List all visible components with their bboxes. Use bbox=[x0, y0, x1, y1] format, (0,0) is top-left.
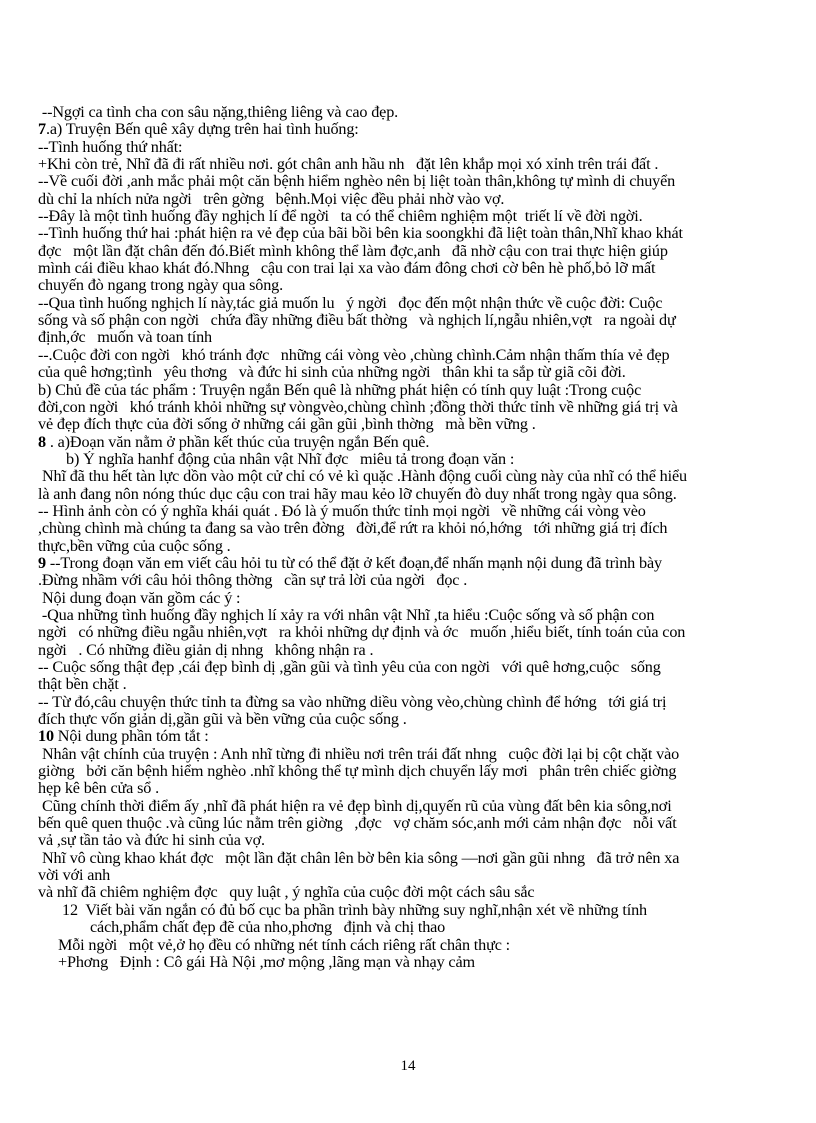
line-text: của quê hơng;tình yêu thơng và đức hi sinh của những ngời thân khi ta sắp từ giã cõi đời. bbox=[38, 364, 626, 382]
text-line bbox=[38, 937, 810, 954]
line-text: cách,phẩm chất đẹp đẽ của nho,phơng định và chị thao bbox=[90, 919, 446, 937]
text-line bbox=[38, 277, 810, 294]
line-text: -- Hình ảnh còn có ý nghĩa khái quát . Đó là ý muốn thức tỉnh mọi ngời về những cái vòng vèo bbox=[38, 502, 646, 520]
line-text: -- Từ đó,câu chuyện thức tỉnh ta đừng sa vào những diều vòng vèo,chùng chình để hớng tới giá trị bbox=[38, 693, 667, 711]
text-line bbox=[38, 434, 810, 451]
text-line bbox=[38, 607, 810, 624]
line-text: giờng bởi căn bệnh hiểm nghèo .nhĩ không thể tự mình dịch chuyển lấy mơi phân trên chiếc giờng bbox=[38, 763, 677, 781]
text-line bbox=[38, 156, 810, 173]
text-line bbox=[38, 347, 810, 364]
text-line bbox=[38, 382, 810, 399]
text-line bbox=[38, 208, 810, 225]
text-line bbox=[38, 555, 810, 572]
line-text: b) Chủ đề của tác phẩm : Truyện ngắn Bến quê là những phát hiện có tính quy luật :Trong cuộc bbox=[38, 381, 642, 399]
line-text: thật bền chặt . bbox=[38, 676, 127, 694]
text-line bbox=[38, 919, 810, 936]
line-text: mình cái điều khao khát đó.Nhng cậu con trai lại xa vào đám đông chơi cờ bên hè phố,bỏ lỡ mất bbox=[38, 260, 656, 278]
page-number: 14 bbox=[400, 1058, 416, 1074]
line-text: +Phơng Định : Cô gái Hà Nội ,mơ mộng ,lãng mạn và nhạy cảm bbox=[58, 953, 475, 971]
line-text: --Đây là một tình huống đầy nghịch lí để ngời ta có thể chiêm nghiệm một triết lí về đời ngời. bbox=[38, 208, 643, 226]
text-line bbox=[38, 416, 810, 433]
text-line bbox=[38, 104, 810, 121]
text-line bbox=[38, 329, 810, 346]
document-body bbox=[38, 104, 810, 971]
line-text: là anh đang nôn nóng thúc dục cậu con trai hãy mau kẻo lỡ chuyến đò duy nhất trong ngày qua sông. bbox=[38, 485, 677, 503]
line-text: ,chùng chình mà chúng ta đang sa vào trên đờng đời,để rứt ra khỏi nó,hớng tới những giá trị đích bbox=[38, 520, 668, 538]
section-number: 10 bbox=[38, 728, 54, 746]
text-line bbox=[38, 676, 810, 693]
text-line bbox=[38, 520, 810, 537]
text-line bbox=[38, 295, 810, 312]
text-line bbox=[38, 139, 810, 156]
line-text: ngời có những điều ngẫu nhiên,vợt ra khỏi những dự định và ớc muốn ,hiểu biết, tính toán của con bbox=[38, 624, 686, 642]
line-text: đích thực vốn giản dị,gần gũi và bền vững của cuộc sống . bbox=[38, 711, 407, 729]
line-text: đợc một lần đặt chân đến đó.Biết mình không thể làm đợc,anh đã nhờ cậu con trai thực hiện giúp bbox=[38, 242, 668, 260]
text-line bbox=[38, 468, 810, 485]
text-line bbox=[38, 884, 810, 901]
text-line bbox=[38, 728, 810, 745]
line-text: hẹp kê bên cửa sổ . bbox=[38, 780, 159, 798]
line-text: b) Ý nghĩa hanhf động của nhân vật Nhĩ đợc miêu tả trong đoạn văn : bbox=[66, 450, 515, 468]
line-text: Nội dung phần tóm tắt : bbox=[53, 728, 209, 746]
line-text: Nội dung đoạn văn gồm các ý : bbox=[42, 589, 241, 607]
text-line bbox=[38, 191, 810, 208]
line-text: -Qua những tình huống đầy nghịch lí xảy ra với nhân vật Nhĩ ,ta hiểu :Cuộc sống và số phận con bbox=[38, 606, 655, 624]
line-text: .a) Truyện Bến quê xây dựng trên hai tình huống: bbox=[45, 121, 359, 139]
text-line bbox=[38, 659, 810, 676]
text-line bbox=[38, 364, 810, 381]
text-line bbox=[38, 624, 810, 641]
line-text: --Tình huống thứ nhất: bbox=[38, 138, 183, 156]
text-line bbox=[38, 538, 810, 555]
text-line bbox=[38, 173, 810, 190]
text-line bbox=[38, 121, 810, 138]
line-text: vẻ đẹp đích thực của đời sống ở những cái gần gũi ,bình thờng mà bền vững . bbox=[38, 416, 536, 434]
text-line bbox=[38, 243, 810, 260]
line-text: --Tình huống thứ hai :phát hiện ra vẻ đẹp của bãi bồi bên kia soongkhi đã liệt toàn thân,Nhĩ khao khát bbox=[38, 225, 683, 243]
section-number: 9 bbox=[38, 554, 46, 572]
line-text: -- Cuộc sống thật đẹp ,cái đẹp bình dị ,gần gũi và tình yêu của con ngời với quê hơng,cuộc sống bbox=[38, 659, 661, 676]
line-text: . a)Đoạn văn nằm ở phần kết thúc của truyện ngắn Bến quê. bbox=[45, 433, 430, 451]
text-line bbox=[38, 225, 810, 242]
text-line bbox=[38, 798, 810, 815]
text-line bbox=[38, 763, 810, 780]
line-text: Nhân vật chính của truyện : Anh nhĩ từng đi nhiều nơi trên trái đất nhng cuộc đời lại bị cột chặt vào bbox=[42, 745, 680, 763]
line-text: +Khi còn trẻ, Nhĩ đã đi rất nhiều nơi. gót chân anh hầu nh đặt lên khắp mọi xó xỉnh trên trái đất . bbox=[38, 156, 659, 174]
text-line bbox=[38, 260, 810, 277]
section-number: 7 bbox=[38, 121, 46, 139]
line-text: 12 Viết bài văn ngắn có đủ bố cục ba phần trình bày những suy nghĩ,nhận xét về những tính bbox=[62, 901, 647, 919]
text-line bbox=[38, 954, 810, 971]
text-line bbox=[38, 590, 810, 607]
text-line bbox=[38, 815, 810, 832]
line-text: Nhĩ đã thu hết tàn lực dồn vào một cử chỉ có vẻ kì quặc .Hành động cuối cùng này của nhĩ có thể hiểu bbox=[42, 468, 687, 486]
line-text: .Đừng nhầm với câu hỏi thông thờng cần sự trả lời của ngời đọc . bbox=[38, 572, 468, 590]
text-line bbox=[38, 486, 810, 503]
text-line bbox=[38, 399, 810, 416]
line-text: --Trong đoạn văn em viết câu hỏi tu từ có thể đặt ở kết đoạn,để nhấn mạnh nội dung đã trình bày bbox=[45, 554, 662, 572]
text-line bbox=[38, 902, 810, 919]
line-text: vời với anh bbox=[38, 867, 111, 885]
text-line bbox=[38, 694, 810, 711]
line-text: Nhĩ vô cùng khao khát đợc một lần đặt chân lên bờ bên kia sông —nơi gần gũi nhng đã trở nên xa bbox=[42, 849, 680, 867]
line-text: Mỗi ngời một vẻ,ở họ đều có những nét tính cách riêng rất chân thực : bbox=[58, 936, 510, 954]
text-line bbox=[38, 746, 810, 763]
section-number: 8 bbox=[38, 433, 46, 451]
line-text: định,ớc muốn và toan tính bbox=[38, 329, 213, 347]
line-text: sống và số phận con ngời chứa đầy những điều bất thờng và nghịch lí,ngẫu nhiên,vợt ra ngoài dự bbox=[38, 312, 676, 330]
line-text: chuyến đò ngang trong ngày qua sông. bbox=[38, 277, 284, 295]
line-text: --Về cuối đời ,anh mắc phải một căn bệnh hiểm nghèo nên bị liệt toàn thân,không tự mình di chuyển bbox=[38, 173, 676, 191]
text-line bbox=[38, 312, 810, 329]
text-line bbox=[38, 832, 810, 849]
line-text: vả ,sự tần tảo và đức hi sinh của vợ. bbox=[38, 832, 265, 850]
line-text: dù chỉ la nhích nửa ngời trên gờng bệnh.Mọi việc đều phải nhờ vào vợ. bbox=[38, 190, 505, 208]
text-line bbox=[38, 867, 810, 884]
text-line bbox=[38, 572, 810, 589]
text-line bbox=[38, 711, 810, 728]
line-text: --.Cuộc đời con ngời khó tránh đợc những cái vòng vèo ,chùng chình.Cảm nhận thấm thía vẻ đẹp bbox=[38, 346, 670, 364]
line-text: Cũng chính thời điểm ấy ,nhĩ đã phát hiện ra vẻ đẹp bình dị,quyến rũ của vùng đất bên kia sông,nơi bbox=[42, 797, 672, 815]
text-line bbox=[38, 780, 810, 797]
line-text: --Qua tình huống nghịch lí này,tác giả muốn lu ý ngời đọc đến một nhận thức về cuộc đời: Cuộc bbox=[38, 294, 663, 312]
text-line bbox=[38, 451, 810, 468]
line-text: --Ngợi ca tình cha con sâu nặng,thiêng liêng và cao đẹp. bbox=[38, 104, 399, 121]
line-text: và nhĩ đã chiêm nghiệm đợc quy luật , ý nghĩa của cuộc đời một cách sâu sắc bbox=[38, 884, 535, 902]
text-line bbox=[38, 642, 810, 659]
text-line bbox=[38, 503, 810, 520]
line-text: bến quê quen thuộc .và cũng lúc nằm trên giờng ,đợc vợ chăm sóc,anh mới cảm nhận đợc nỗi vất bbox=[38, 815, 677, 833]
line-text: đời,con ngời khó tránh khỏi những sự vòngvèo,chùng chình ;đồng thời thức tỉnh về những giá trị và bbox=[38, 398, 678, 416]
text-line bbox=[38, 850, 810, 867]
line-text: thực,bền vững của cuộc sống . bbox=[38, 537, 231, 555]
line-text: ngời . Có những điều giản dị nhng không nhận ra . bbox=[38, 641, 374, 659]
